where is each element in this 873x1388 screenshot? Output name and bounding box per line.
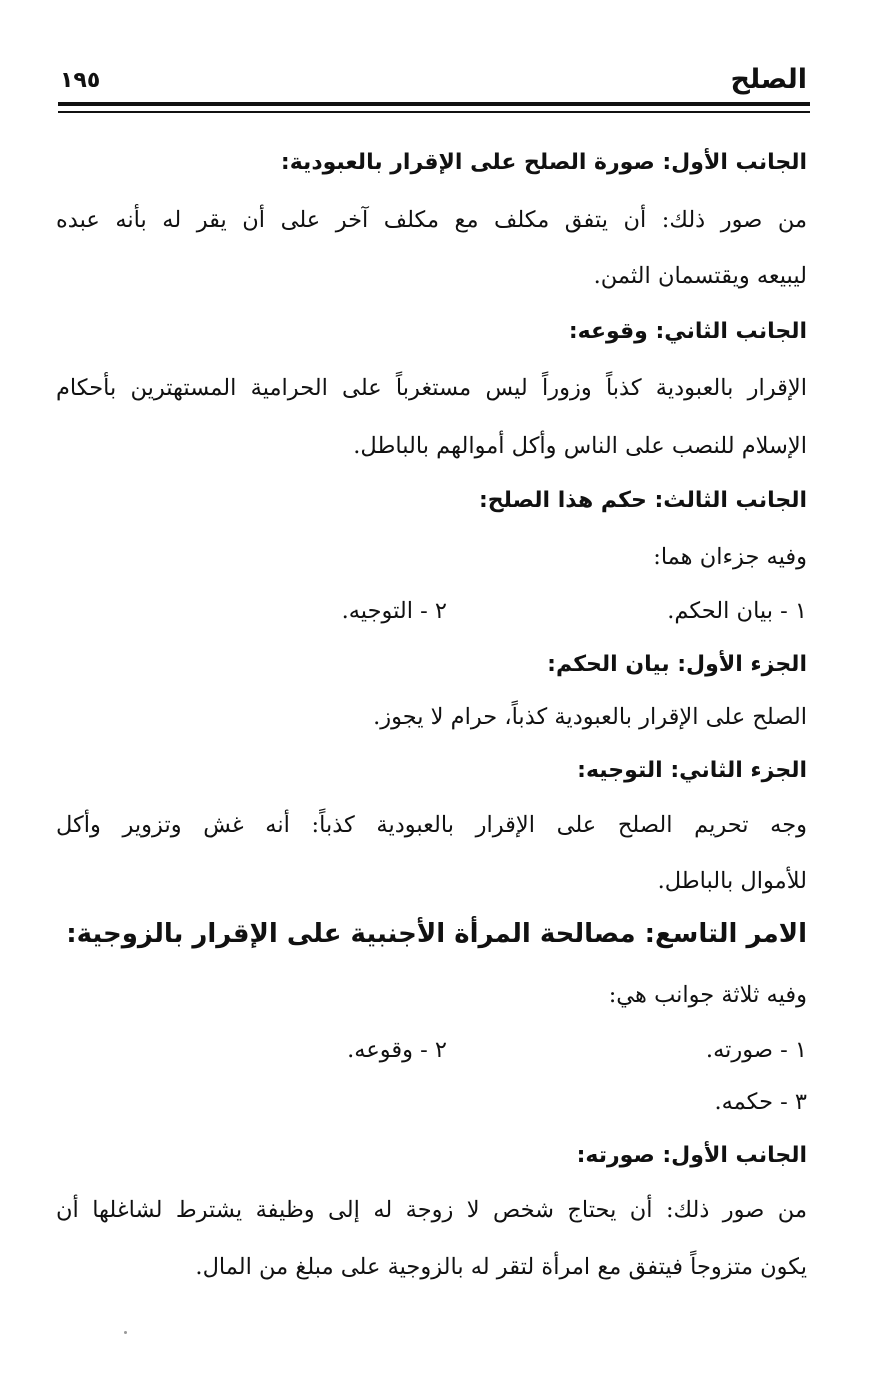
heading-second-aspect: الجانب الثاني: وقوعه: — [568, 319, 807, 344]
paragraph-line: وجه تحريم الصلح على الإقرار بالعبودية كذباً: أنه غش وتزوير وأكل — [56, 812, 807, 838]
scan-speck — [124, 1331, 127, 1334]
paragraph-line: يكون متزوجاً فيتفق مع امرأة لتقر له بالزوجية على مبلغ من المال. — [195, 1254, 807, 1280]
heading-first-aspect: الجانب الأول: صورة الصلح على الإقرار بالعبودية: — [280, 150, 807, 175]
list-item: ١ - صورته. — [705, 1037, 807, 1063]
paragraph-line: وفيه جزءان هما: — [653, 544, 807, 570]
list-item: ٣ - حكمه. — [714, 1089, 807, 1115]
paragraph-line: ليبيعه ويقتسمان الثمن. — [593, 263, 807, 289]
section-heading-ninth-matter: الامر التاسع: مصالحة المرأة الأجنبية على الإقرار بالزوجية: — [66, 919, 807, 949]
running-header-title: الصلح — [730, 64, 807, 95]
paragraph-line: وفيه ثلاثة جوانب هي: — [608, 982, 807, 1008]
list-item: ٢ - وقوعه. — [347, 1037, 447, 1063]
paragraph-line: الإسلام للنصب على الناس وأكل أموالهم بالباطل. — [353, 433, 807, 459]
list-item: ١ - بيان الحكم. — [667, 598, 807, 624]
list-item: ٢ - التوجيه. — [341, 598, 447, 624]
paragraph-line: الصلح على الإقرار بالعبودية كذباً، حرام لا يجوز. — [373, 704, 807, 730]
header-rule-thin — [58, 111, 810, 113]
heading-third-aspect: الجانب الثالث: حكم هذا الصلح: — [478, 488, 807, 513]
paragraph-line: للأموال بالباطل. — [657, 868, 807, 894]
heading-first-aspect-image: الجانب الأول: صورته: — [576, 1143, 807, 1168]
heading-part-two: الجزء الثاني: التوجيه: — [577, 758, 807, 783]
page-number: ١٩٥ — [60, 68, 101, 93]
header-rule-thick — [58, 102, 810, 106]
paragraph-line: من صور ذلك: أن يتفق مكلف مع مكلف آخر على أن يقر له بأنه عبده — [56, 207, 807, 233]
heading-part-one: الجزء الأول: بيان الحكم: — [547, 652, 807, 677]
paragraph-line: الإقرار بالعبودية كذباً وزوراً ليس مستغرباً على الحرامية المستهترين بأحكام — [56, 375, 807, 401]
paragraph-line: من صور ذلك: أن يحتاج شخص لا زوجة له إلى وظيفة يشترط لشاغلها أن — [56, 1197, 807, 1223]
